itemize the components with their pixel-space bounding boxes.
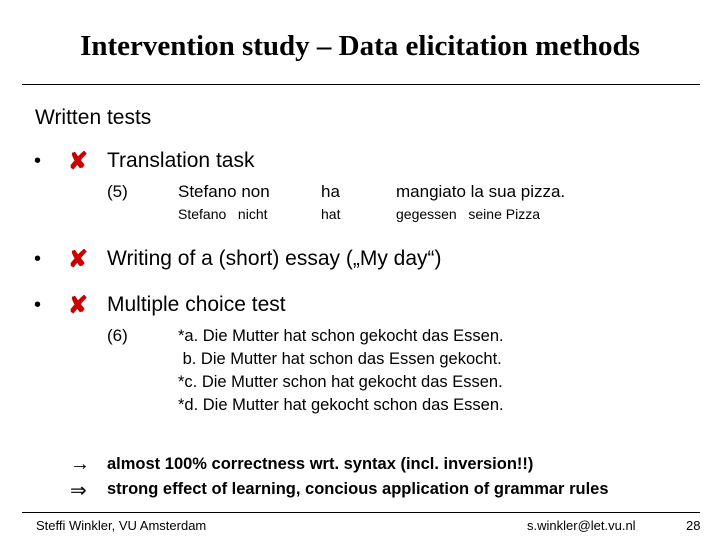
mc-option: *a. Die Mutter hat schon gekocht das Essen. xyxy=(178,327,504,345)
conclusion-2: strong effect of learning, concious application of grammar rules xyxy=(107,480,609,498)
double-arrow-right-icon: ⇒ xyxy=(70,480,87,502)
arrow-right-icon: → xyxy=(70,453,90,475)
example-gloss: hat xyxy=(321,206,341,222)
example-word: ha xyxy=(321,182,340,201)
cross-icon: ✘ xyxy=(68,246,89,273)
footer-divider xyxy=(22,512,700,513)
cross-icon: ✘ xyxy=(68,292,89,319)
conclusion-1: almost 100% correctness wrt. syntax (incl. inversion!!) xyxy=(107,455,534,473)
bullet-3: • xyxy=(34,294,42,316)
example-number-5: (5) xyxy=(107,182,128,201)
mc-option: b. Die Mutter hat schon das Essen gekocht. xyxy=(178,350,502,368)
slide-title: Intervention study – Data elicitation methods xyxy=(80,30,640,62)
mc-option: *c. Die Mutter schon hat gekocht das Essen. xyxy=(178,373,503,391)
cross-icon: ✘ xyxy=(68,148,89,175)
example-number-6: (6) xyxy=(107,326,128,345)
example-gloss: Stefano nicht xyxy=(178,206,268,222)
item-essay: Writing of a (short) essay („My day“) xyxy=(107,247,442,270)
item-translation-task: Translation task xyxy=(107,149,255,172)
section-heading: Written tests xyxy=(35,106,152,129)
example-word: Stefano non xyxy=(178,182,270,201)
example-gloss: gegessen seine Pizza xyxy=(396,206,540,222)
bullet-1: • xyxy=(34,150,42,172)
title-divider xyxy=(22,84,700,85)
mc-option: *d. Die Mutter hat gekocht schon das Essen. xyxy=(178,396,504,414)
item-multiple-choice: Multiple choice test xyxy=(107,293,286,316)
bullet-2: • xyxy=(34,248,42,270)
example-word: mangiato la sua pizza. xyxy=(396,182,566,201)
page-number: 28 xyxy=(686,518,701,533)
footer-author: Steffi Winkler, VU Amsterdam xyxy=(36,518,207,533)
footer-email: s.winkler@let.vu.nl xyxy=(527,518,636,533)
